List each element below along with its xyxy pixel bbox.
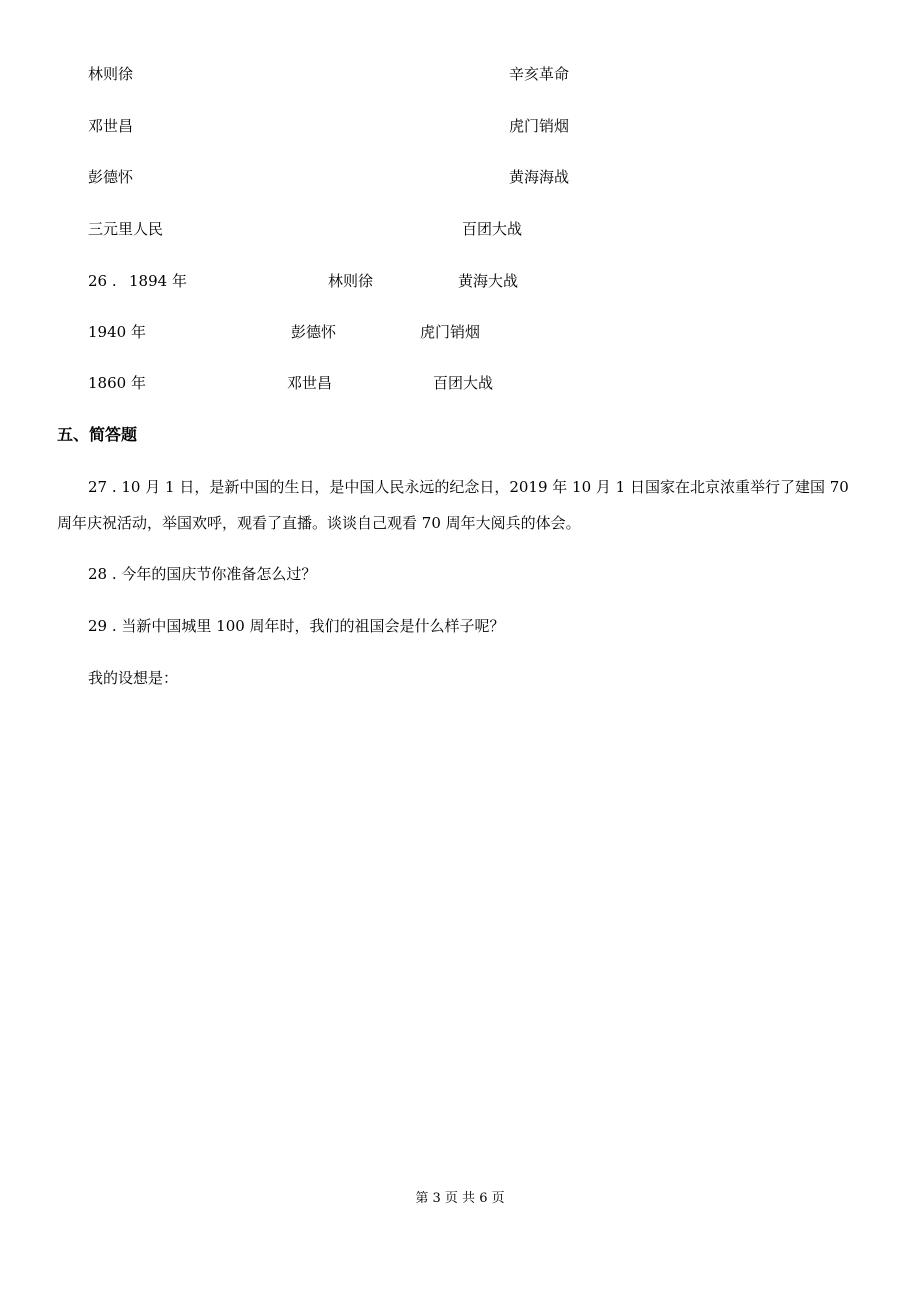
- q26-event: 虎门销烟: [420, 323, 481, 341]
- q28-text: 28 . 今年的国庆节你准备怎么过？: [88, 565, 317, 583]
- section-title: 五、简答题: [57, 425, 138, 444]
- match-left-item: 三元里人民: [88, 220, 164, 238]
- match-left-item: 邓世昌: [88, 117, 134, 135]
- q26-person: 彭德怀: [291, 323, 337, 341]
- match-right-item: 辛亥革命: [509, 65, 570, 83]
- q27-line2: 周年庆祝活动，举国欢呼，观看了直播。谈谈自己观看 70 周年大阅兵的体会。: [57, 514, 581, 532]
- q26-event: 黄海大战: [458, 272, 519, 290]
- match-right-item: 黄海海战: [509, 168, 570, 186]
- match-left-item: 林则徐: [88, 65, 134, 83]
- match-right-item: 虎门销烟: [509, 117, 570, 135]
- match-right-item: 百团大战: [462, 220, 523, 238]
- q27-line1: 27 . 10 月 1 日，是新中国的生日，是中国人民永远的纪念日，2019 年 10 月 1 日国家在北京浓重举行了建国 70: [88, 478, 849, 496]
- q29-text: 29 . 当新中国城里 100 周年时，我们的祖国会是什么样子呢？: [88, 617, 505, 635]
- page-footer: 第 3 页 共 6 页: [415, 1191, 505, 1206]
- question-number: 26 .: [88, 272, 117, 290]
- q26-person: 林则徐: [328, 272, 374, 290]
- q26-event: 百团大战: [433, 374, 494, 392]
- q29-prompt: 我的设想是：: [88, 669, 179, 687]
- match-left-item: 彭德怀: [88, 168, 134, 186]
- q26-year: 1860 年: [88, 374, 146, 392]
- q26-year: 1940 年: [88, 323, 146, 341]
- q26-year: 1894 年: [129, 272, 187, 290]
- q26-person: 邓世昌: [287, 374, 333, 392]
